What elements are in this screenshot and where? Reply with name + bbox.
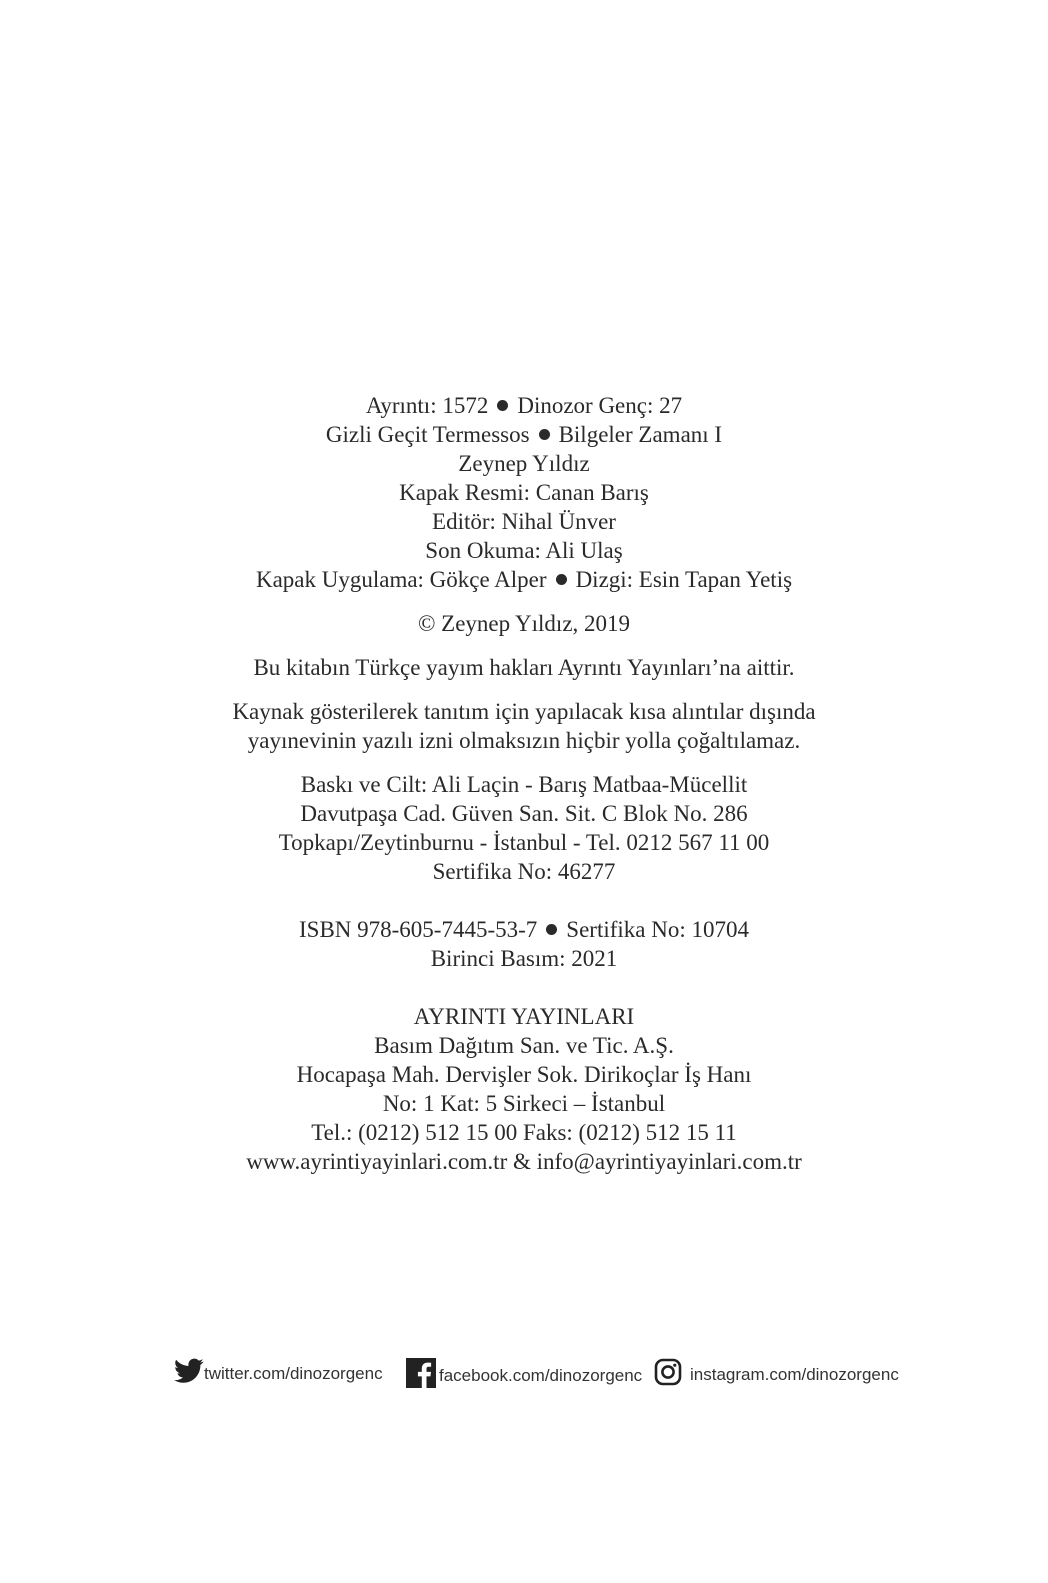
author: Zeynep Yıldız [458,451,590,476]
reproduction-notice-line: yayınevinin yazılı izni olmaksızın hiçbir yolla çoğaltılamaz. [247,728,801,753]
facebook-f-icon [406,1358,436,1393]
rights-notice: Bu kitabın Türkçe yayım hakları Ayrıntı Yayınları’na aittir. [253,655,795,680]
cover-design-credit: Kapak Uygulama: Gökçe Alper [255,567,547,592]
twitter-handle: twitter.com/dinozorgenc [204,1363,383,1383]
copyright: © Zeynep Yıldız, 2019 [417,611,631,636]
bullet-separator [556,574,567,585]
instagram-handle: instagram.com/dinozorgenc [690,1364,899,1384]
isbn-line [0,915,1048,944]
printing-line: Sertifika No: 46277 [432,859,616,884]
publisher-web: www.ayrintiyayinlari.com.tr & info@ayrintiyayinlari.com.tr [246,1149,802,1174]
facebook-handle: facebook.com/dinozorgenc [439,1365,643,1385]
publisher-certificate: Sertifika No: 10704 [566,917,749,942]
instagram-camera-icon [654,1358,682,1391]
series-number: Ayrıntı: 1572 [365,393,489,418]
imprint-number: Dinozor Genç: 27 [517,393,683,418]
printing-line: Topkapı/Zeytinburnu - İstanbul - Tel. 0212 567 11 00 [278,830,770,855]
title-line [0,420,1048,449]
isbn: ISBN 978-605-7445-53-7 [299,917,538,942]
printing-line: Davutpaşa Cad. Güven San. Sit. C Blok No. 286 [300,801,748,826]
bullet-separator [546,924,557,935]
proofreading-credit: Son Okuma: Ali Ulaş [425,538,623,563]
design-line [0,565,1048,594]
series-line [0,391,1048,420]
editor-credit: Editör: Nihal Ünver [432,509,616,534]
cover-art-credit: Kapak Resmi: Canan Barış [399,480,649,505]
publisher-phone: Tel.: (0212) 512 15 00 Faks: (0212) 512 15 11 [311,1120,737,1145]
isbn-block [0,915,1048,973]
typesetting-credit: Dizgi: Esin Tapan Yetiş [575,567,793,592]
instagram-link[interactable] [654,1358,899,1391]
credits-block [0,391,1048,594]
printing-info [0,770,1048,886]
publisher-company: Basım Dağıtım San. ve Tic. A.Ş. [374,1033,674,1058]
publisher-name: AYRINTI YAYINLARI [413,1004,635,1029]
bullet-separator [497,400,508,411]
publisher-address: No: 1 Kat: 5 Sirkeci – İstanbul [382,1091,666,1116]
twitter-bird-icon [174,1358,204,1389]
publisher-address: Hocapaşa Mah. Dervişler Sok. Dirikoçlar İş Hanı [296,1062,752,1087]
colophon [0,391,1048,1176]
twitter-link[interactable] [174,1358,383,1389]
publisher-info [0,1002,1048,1176]
reproduction-notice [0,697,1048,755]
series-title: Bilgeler Zamanı I [558,422,723,447]
edition: Birinci Basım: 2021 [430,946,618,971]
bullet-separator [539,429,550,440]
printing-line: Baskı ve Cilt: Ali Laçin - Barış Matbaa-Mücellit [300,772,748,797]
book-title: Gizli Geçit Termessos [325,422,530,447]
facebook-link[interactable] [406,1358,642,1393]
reproduction-notice-line: Kaynak gösterilerek tanıtım için yapılacak kısa alıntılar dışında [232,699,816,724]
